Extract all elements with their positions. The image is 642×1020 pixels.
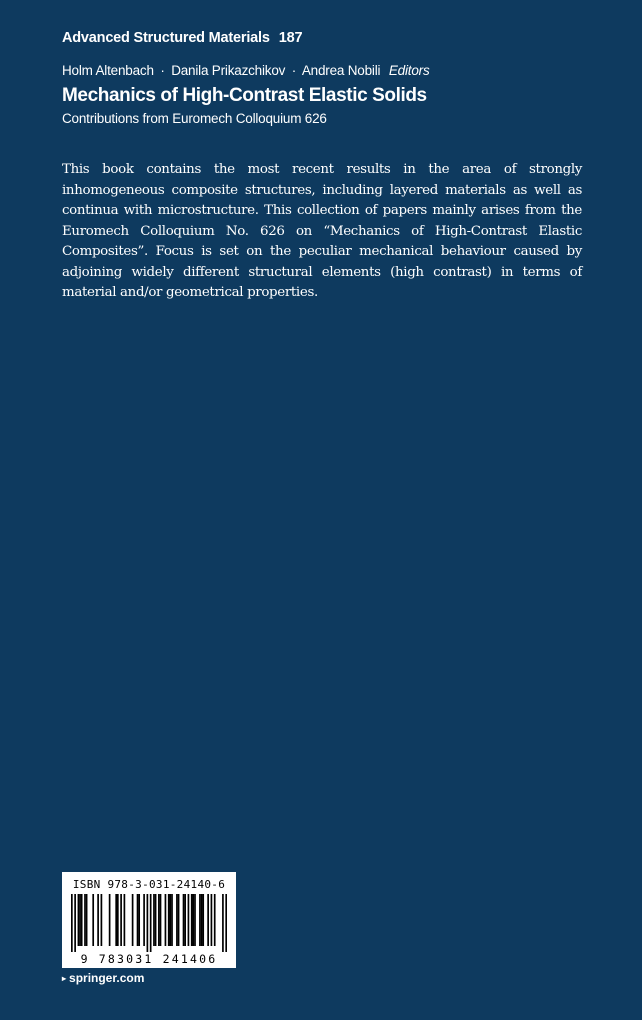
barcode-bar [158, 894, 160, 946]
barcode-bar [150, 894, 152, 952]
barcode-bar [188, 894, 190, 946]
barcode-bar [184, 894, 186, 946]
barcode-bar [143, 894, 145, 946]
barcode-bar [160, 894, 162, 946]
editors-role: Editors [388, 63, 430, 78]
barcode-bar [211, 894, 213, 946]
barcode-bar [132, 894, 134, 946]
editor-separator: · [160, 63, 165, 78]
barcode-bar [178, 894, 180, 946]
barcode-bar [214, 894, 216, 946]
barcode-bar [97, 894, 99, 946]
editors-line [62, 63, 430, 78]
barcode-bar [171, 894, 173, 946]
barcode-bar [86, 894, 88, 946]
barcode-bar [84, 894, 86, 946]
barcode-bar [109, 894, 111, 946]
barcode-bar [120, 894, 122, 946]
editor-name: Andrea Nobili [301, 63, 381, 78]
barcode-bar [155, 894, 157, 946]
barcode-bar [117, 894, 119, 946]
barcode-bar [201, 894, 203, 946]
arrow-icon: ▸ [62, 973, 67, 983]
barcode-bar [165, 894, 167, 946]
book-subtitle: Contributions from Euromech Colloquium 626 [62, 111, 327, 126]
barcode-bar [115, 894, 117, 946]
barcode-bar [101, 894, 103, 946]
barcode-bar [78, 894, 80, 946]
barcode-bar [71, 894, 73, 952]
barcode-bar [74, 894, 76, 952]
publisher-url: springer.com [69, 971, 145, 985]
barcode-bar [124, 894, 126, 946]
barcode-bar [92, 894, 94, 946]
barcode-bar [222, 894, 224, 952]
barcode-bar [199, 894, 201, 946]
barcode-bar [147, 894, 149, 952]
isbn-label: ISBN 978-3-031-24140-6 [72, 878, 226, 891]
barcode-bar [176, 894, 178, 946]
series-number: 187 [278, 30, 303, 46]
series-name: Advanced Structured Materials [62, 30, 270, 46]
barcode-bar [137, 894, 139, 946]
barcode-digits: 9 783031 241406 [80, 952, 218, 966]
editor-name: Holm Altenbach [62, 63, 154, 78]
barcode-bar [225, 894, 227, 952]
barcode-bar [194, 894, 196, 946]
barcode-bar [183, 894, 185, 946]
publisher-link[interactable] [62, 971, 144, 985]
barcode-bar [168, 894, 170, 946]
barcode-bar [207, 894, 209, 946]
barcode-bar [170, 894, 172, 946]
barcode-bar [153, 894, 155, 946]
book-description: This book contains the most recent results in the area of strongly inhomogeneous composite structures, including layered materials as well as continua with microstructure. This collection of papers mainly arises from the Euromech Colloquium No. 626 on “Mechanics of High-Contrast Elastic Composites”. Focus is set on the peculiar mechanical behaviour caused by adjoining widely different structural elements (high contrast) in terms of material and/or geometrical properties. [62, 162, 582, 300]
editor-name: Danila Prikazchikov [171, 63, 286, 78]
barcode-bar [202, 894, 204, 946]
barcode-bar [193, 894, 195, 946]
barcode-bar [138, 894, 140, 946]
isbn-barcode [62, 872, 236, 968]
series-line [62, 30, 302, 46]
barcode-bar [81, 894, 83, 946]
barcode-bar [79, 894, 81, 946]
barcode-bars [71, 894, 227, 952]
book-title: Mechanics of High-Contrast Elastic Solids [62, 85, 427, 106]
editor-separator: · [291, 63, 297, 78]
barcode-bar [191, 894, 193, 946]
